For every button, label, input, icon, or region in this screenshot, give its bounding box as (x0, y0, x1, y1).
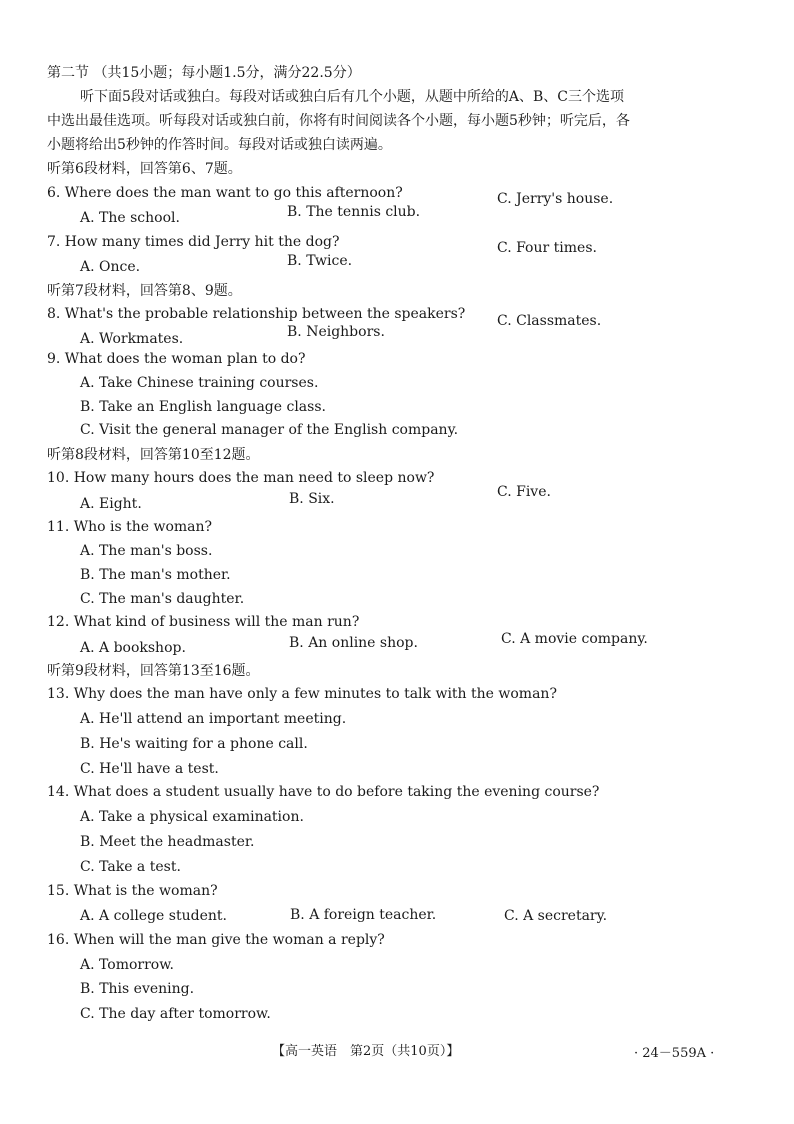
option-c: C. Take a test. (80, 859, 181, 875)
option-b: B. Take an English language class. (80, 399, 326, 415)
page-code: · 24－559A · (634, 1046, 715, 1061)
question-stem: 8. What's the probable relationship between the speakers? (47, 306, 466, 322)
option-b: B. Twice. (287, 253, 353, 269)
option-a: A. He'll attend an important meeting. (80, 711, 347, 727)
option-c: C. Four times. (497, 240, 597, 256)
option-b: B. Six. (289, 491, 335, 507)
option-c: C. Classmates. (497, 313, 602, 329)
option-b: B. An online shop. (289, 635, 418, 651)
option-a: A. Tomorrow. (80, 957, 174, 973)
question-stem: 11. Who is the woman? (47, 519, 213, 535)
question-stem: 13. Why does the man have only a few minutes to talk with the woman? (47, 686, 557, 702)
group-heading: 听第8段材料，回答第10至12题。 (47, 447, 260, 463)
option-b: B. Meet the headmaster. (80, 834, 255, 850)
option-a: A. Take a physical examination. (80, 809, 304, 825)
question-stem: 6. Where does the man want to go this afternoon? (47, 185, 403, 201)
option-a: A. A college student. (80, 908, 227, 924)
instruction-line-3: 小题将给出5秒钟的作答时间。每段对话或独白读两遍。 (47, 137, 392, 153)
question-stem: 16. When will the man give the woman a reply? (47, 932, 385, 948)
option-a: A. The school. (80, 210, 180, 226)
option-c: C. A movie company. (501, 631, 648, 647)
option-b: B. This evening. (80, 981, 195, 997)
page-footer: 【高一英语 第2页（共10页）】 (272, 1044, 460, 1059)
option-c: C. The man's daughter. (80, 591, 245, 607)
option-a: A. A bookshop. (80, 640, 186, 656)
option-b: B. A foreign teacher. (290, 907, 437, 923)
option-a: A. Eight. (80, 496, 142, 512)
instruction-line-1: 听下面5段对话或独白。每段对话或独白后有几个小题，从题中所给的A、B、C三个选项 (80, 89, 625, 105)
option-b: B. Neighbors. (287, 324, 385, 340)
option-b: B. He's waiting for a phone call. (80, 736, 308, 752)
question-stem: 9. What does the woman plan to do? (47, 351, 306, 367)
option-c: C. Jerry's house. (497, 191, 614, 207)
option-b: B. The tennis club. (287, 204, 421, 220)
option-a: A. Take Chinese training courses. (80, 375, 319, 391)
option-c: C. Visit the general manager of the English company. (80, 422, 459, 438)
option-a: A. Workmates. (80, 331, 184, 347)
group-heading: 听第6段材料，回答第6、7题。 (47, 161, 242, 177)
question-stem: 7. How many times did Jerry hit the dog? (47, 234, 340, 250)
group-heading: 听第7段材料，回答第8、9题。 (47, 283, 242, 299)
section-title: 第二节 （共15小题；每小题1.5分，满分22.5分） (47, 65, 361, 81)
option-c: C. A secretary. (504, 908, 608, 924)
question-stem: 14. What does a student usually have to do before taking the evening course? (47, 784, 600, 800)
option-c: C. The day after tomorrow. (80, 1006, 271, 1022)
question-stem: 10. How many hours does the man need to sleep now? (47, 470, 435, 486)
option-a: A. The man's boss. (80, 543, 213, 559)
question-stem: 12. What kind of business will the man run? (47, 614, 360, 630)
group-heading: 听第9段材料，回答第13至16题。 (47, 663, 260, 679)
option-a: A. Once. (80, 259, 141, 275)
option-c: C. He'll have a test. (80, 761, 219, 777)
option-c: C. Five. (497, 484, 551, 500)
question-stem: 15. What is the woman? (47, 883, 218, 899)
option-b: B. The man's mother. (80, 567, 231, 583)
instruction-line-2: 中选出最佳选项。听每段对话或独白前，你将有时间阅读各个小题，每小题5秒钟；听完后，各 (47, 113, 630, 129)
